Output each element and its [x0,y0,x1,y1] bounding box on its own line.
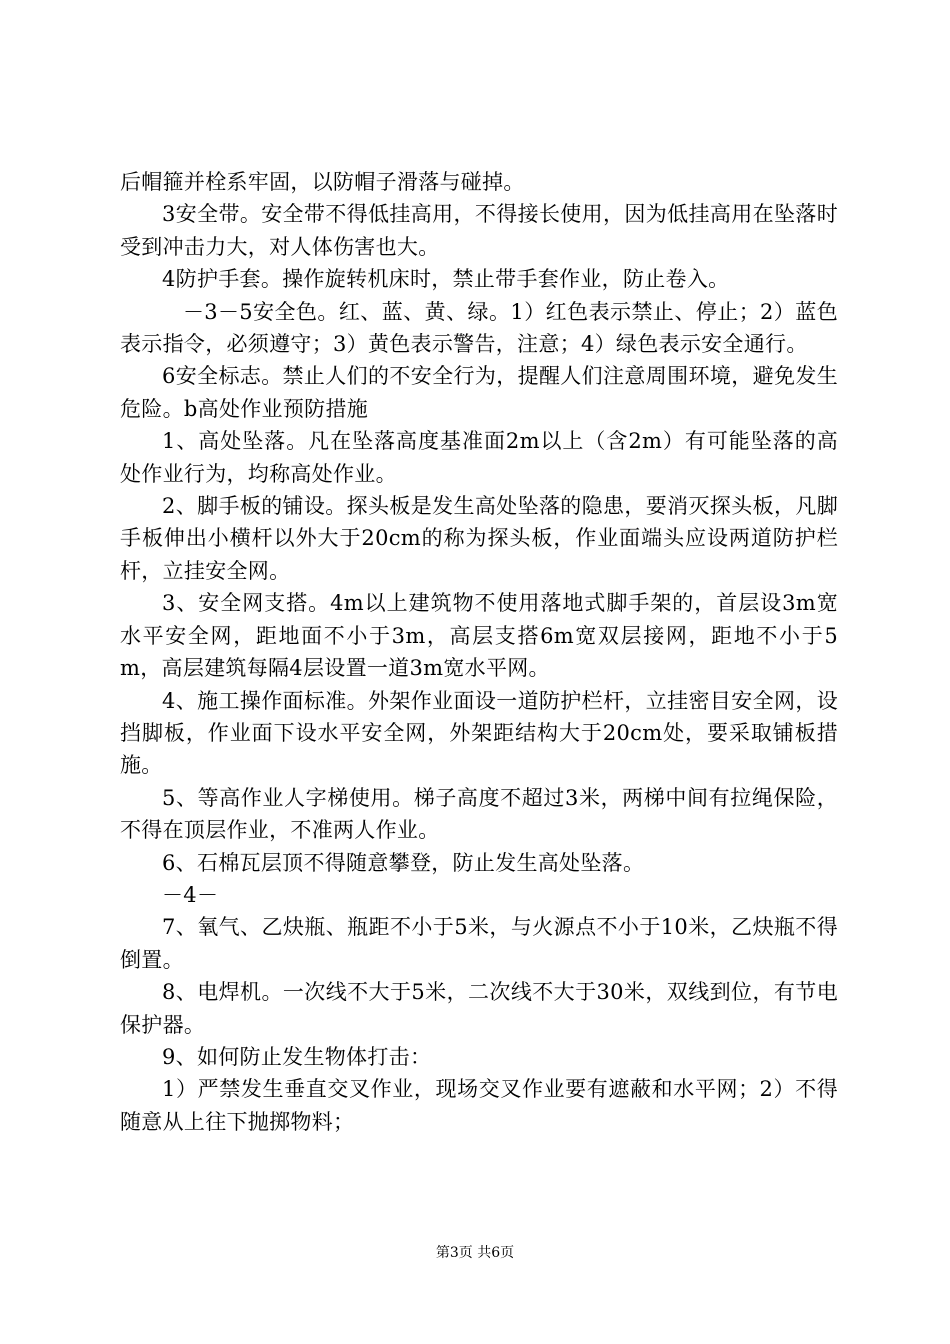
paragraph-9: 4、施工操作面标准。外架作业面设一道防护栏杆，立挂密目安全网，设挡脚板，作业面下设水平安全网，外架距结构大于20cm处，要采取铺板措施。 [120,688,838,778]
paragraph-14: 9、如何防止发生物体打击： [162,1044,432,1069]
paragraph-15: 1）严禁发生垂直交叉作业，现场交叉作业要有遮蔽和水平网；2）不得随意从上往下抛掷物料； [120,1077,838,1134]
paragraph-6: 1、高处坠落。凡在坠落高度基准面2m以上（含2m）有可能坠落的高处作业行为，均称高处作业。 [120,429,838,486]
document-body [120,166,838,1138]
paragraph-10: 5、等高作业人字梯使用。梯子高度不超过3米，两梯中间有拉绳保险，不得在顶层作业，不准两人作业。 [120,785,838,843]
page-footer: 第3页 共6页 [435,1245,515,1261]
paragraph-3: 4防护手套。操作旋转机床时，禁止带手套作业，防止卷入。 [162,267,730,292]
paragraph-7: 2、脚手板的铺设。探头板是发生高处坠落的隐患，要消灭探头板，凡脚手板伸出小横杆以外大于20cm的称为探头板，作业面端头应设两道防护栏杆，立挂安全网。 [120,494,838,583]
paragraph-13: 8、电焊机。一次线不大于5米，二次线不大于30米，双线到位，有节电保护器。 [120,980,838,1037]
page-marker: －4－ [162,882,219,907]
paragraph-11: 6、石棉瓦层顶不得随意攀登，防止发生高处坠落。 [162,850,645,875]
paragraph-4: －3－5安全色。红、蓝、黄、绿。1）红色表示禁止、停止；2）蓝色表示指令，必须遵守；3）黄色表示警告，注意；4）绿色表示安全通行。 [120,299,838,357]
paragraph-5: 6安全标志。禁止人们的不安全行为，提醒人们注意周围环境，避免发生危险。b高处作业预防措施 [120,364,838,421]
paragraph-1: 后帽箍并栓系牢固，以防帽子滑落与碰掉。 [120,170,525,194]
paragraph-12: 7、氧气、乙炔瓶、瓶距不小于5米，与火源点不小于10米，乙炔瓶不得倒置。 [120,915,838,972]
paragraph-2: 3安全带。安全带不得低挂高用，不得接长使用，因为低挂高用在坠落时受到冲击力大，对人体伤害也大。 [120,202,838,259]
paragraph-8: 3、安全网支搭。4m以上建筑物不使用落地式脚手架的，首层设3m宽水平安全网，距地面不小于3m，高层支搭6m宽双层接网，距地不小于5m，高层建筑每隔4层设置一道3m宽水平网。 [120,591,838,681]
